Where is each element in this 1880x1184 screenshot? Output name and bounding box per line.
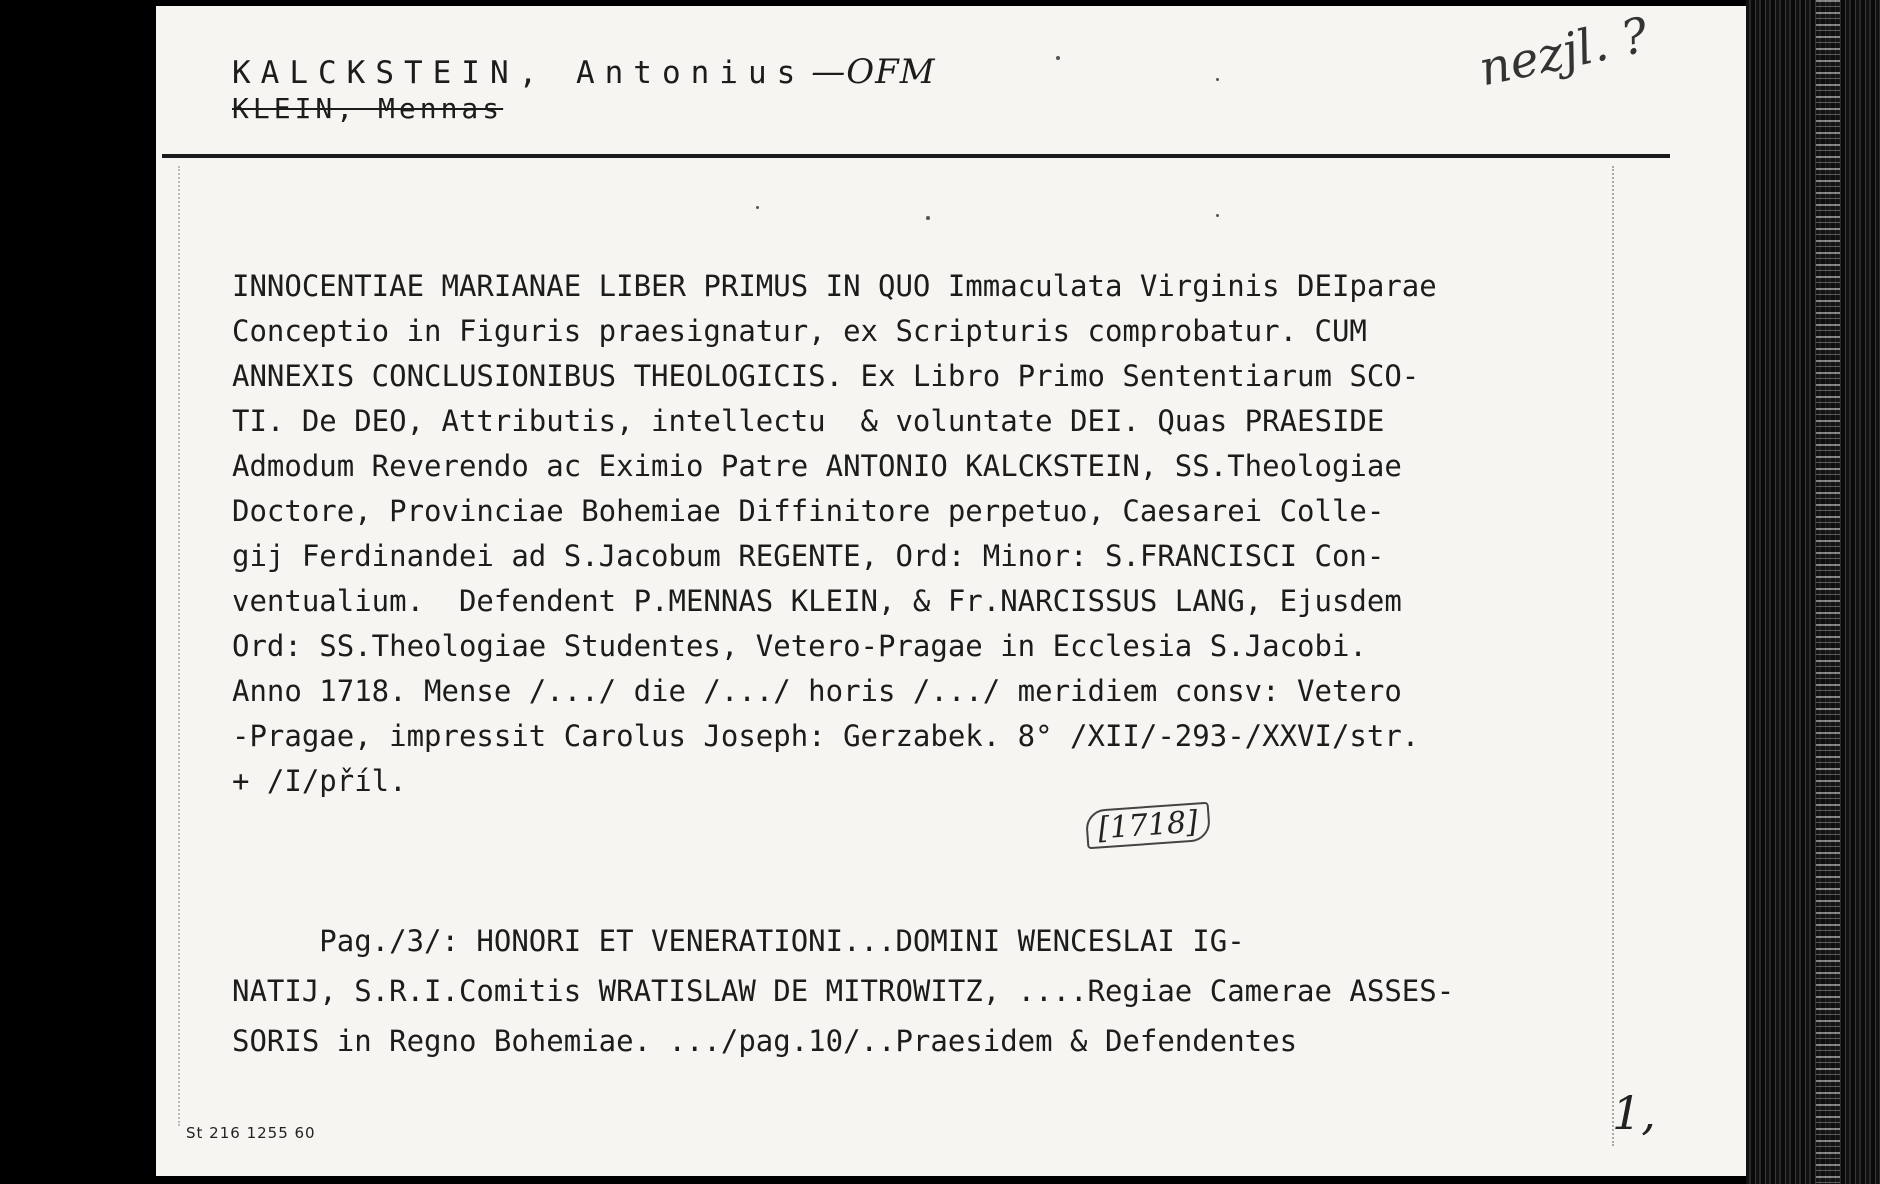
description-line: Anno 1718. Mense /.../ die /.../ horis /.../ meridiem consv: Vetero [232, 674, 1402, 708]
dedication-line: NATIJ, S.R.I.Comitis WRATISLAW DE MITROWITZ, ....Regiae Camerae ASSES- [232, 974, 1455, 1008]
scan-speck [1216, 214, 1219, 217]
catalog-card [156, 6, 1746, 1176]
description-line: gij Ferdinandei ad S.Jacobum REGENTE, Ord: Minor: S.FRANCISCI Con- [232, 539, 1385, 573]
handwritten-note: nezjl. ? [1474, 7, 1654, 98]
dedication-line: Pag./3/: HONORI ET VENERATIONI...DOMINI WENCESLAI IG- [232, 924, 1245, 958]
description-line: TI. De DEO, Attributis, intellectu & voluntate DEI. Quas PRAESIDE [232, 404, 1385, 438]
scan-speck [756, 206, 759, 209]
author-heading [232, 52, 936, 92]
scanner-edge-artifact [1746, 0, 1880, 1184]
scan-speck [926, 216, 930, 220]
description-line: INNOCENTIAE MARIANAE LIBER PRIMUS IN QUO Immaculata Virginis DEIparae [232, 269, 1437, 303]
description-line: Conceptio in Figuris praesignatur, ex Scripturis comprobatur. CUM [232, 314, 1367, 348]
description-line: + /I/příl. [232, 764, 407, 798]
card-sequence-number: 1, [1612, 1086, 1656, 1140]
scan-speck [1216, 78, 1219, 81]
heading-rule [162, 154, 1670, 158]
left-margin-guide [178, 166, 180, 1126]
dedication-note [232, 916, 1632, 1066]
title-description [232, 264, 1632, 804]
author-name: KALCKSTEIN, Antonius [232, 55, 806, 91]
struck-secondary-heading: KLEIN, Mennas [232, 92, 504, 125]
scanner-edge-stripe [1816, 0, 1840, 1184]
description-line: Admodum Reverendo ac Eximio Patre ANTONIO KALCKSTEIN, SS.Theologiae [232, 449, 1402, 483]
description-line: Ord: SS.Theologiae Studentes, Vetero-Pragae in Ecclesia S.Jacobi. [232, 629, 1367, 663]
description-line: Doctore, Provinciae Bohemiae Diffinitore perpetuo, Caesarei Colle- [232, 494, 1385, 528]
scan-speck [1056, 56, 1060, 60]
card-print-code: St 216 1255 60 [186, 1124, 316, 1142]
handwritten-year-annotation: [1718] [1085, 802, 1211, 850]
religious-order-note: —OFM [811, 52, 936, 92]
dedication-line: SORIS in Regno Bohemiae. .../pag.10/..Praesidem & Defendentes [232, 1024, 1298, 1058]
description-line: ventualium. Defendent P.MENNAS KLEIN, & Fr.NARCISSUS LANG, Ejusdem [232, 584, 1402, 618]
description-line: ANNEXIS CONCLUSIONIBUS THEOLOGICIS. Ex Libro Primo Sententiarum SCO- [232, 359, 1420, 393]
description-line: -Pragae, impressit Carolus Joseph: Gerzabek. 8° /XII/-293-/XXVI/str. [232, 719, 1420, 753]
